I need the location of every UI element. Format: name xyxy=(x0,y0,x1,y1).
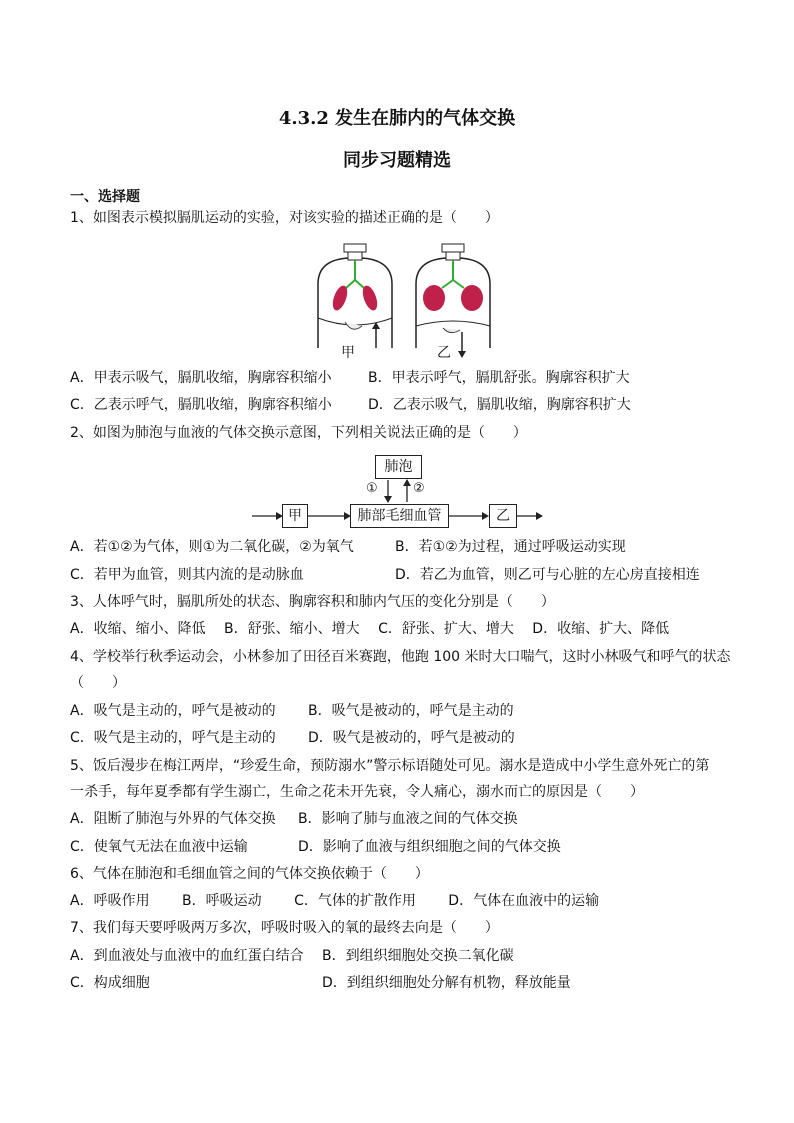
question-2-option-d: D．若乙为血管，则乙可与心脏的左心房直接相连 xyxy=(395,567,700,583)
question-3-options: A．收缩、缩小、降低 B．舒张、缩小、增大 C．舒张、扩大、增大 D．收缩、扩大、降低 xyxy=(70,621,670,637)
figure-label-yi: 乙 xyxy=(437,345,451,361)
question-3-stem: 3、人体呼气时，膈肌所处的状态、胸廓容积和肺内气压的变化分别是（ ） xyxy=(70,594,555,610)
question-7-stem: 7、我们每天要呼吸两万多次，呼吸时吸入的氧的最终去向是（ ） xyxy=(70,920,499,936)
alveolus-box: 肺泡 xyxy=(375,455,422,479)
page-subtitle: 同步习题精选 xyxy=(343,150,451,171)
question-4-option-a: A．吸气是主动的，呼气是被动的 xyxy=(70,703,276,719)
question-2-stem: 2、如图为肺泡与血液的气体交换示意图，下列相关说法正确的是（ ） xyxy=(70,425,527,441)
section-heading: 一、选择题 xyxy=(70,189,140,205)
question-4-stem: 4、学校举行秋季运动会，小林参加了田径百米赛跑，他跑 100 米时大口喘气，这时小林吸气和呼气的状态 xyxy=(70,649,731,665)
question-5-option-b: B．影响了肺与血液之间的气体交换 xyxy=(298,811,518,827)
jar-jia-illustration xyxy=(318,244,392,348)
arrow-2-label: ② xyxy=(413,481,425,496)
question-1-stem: 1、如图表示模拟膈肌运动的实验，对该实验的描述正确的是（ ） xyxy=(70,210,499,226)
vessel-jia-box: 甲 xyxy=(282,504,308,528)
question-7-option-d: D．到组织细胞处分解有机物，释放能量 xyxy=(322,975,571,991)
question-6-options: A．呼吸作用 B．呼吸运动 C．气体的扩散作用 D．气体在血液中的运输 xyxy=(70,893,600,909)
question-1-option-a: A．甲表示吸气，膈肌收缩，胸廓容积缩小 xyxy=(70,370,332,386)
question-2-option-c: C．若甲为血管，则其内流的是动脉血 xyxy=(70,567,304,583)
question-5-option-a: A．阻断了肺泡与外界的气体交换 xyxy=(70,811,276,827)
question-5-option-c: C．使氧气无法在血液中运输 xyxy=(70,839,248,855)
question-1-option-c: C．乙表示呼气，膈肌收缩，胸廓容积缩小 xyxy=(70,397,332,413)
arrow-1-label: ① xyxy=(366,481,378,496)
question-5-stem-cont: 一杀手，每年夏季都有学生溺亡，生命之花未开先衰，令人痛心，溺水而亡的原因是（ ） xyxy=(70,784,644,800)
question-4-option-b: B．吸气是被动的，呼气是主动的 xyxy=(308,703,514,719)
question-6-stem: 6、气体在肺泡和毛细血管之间的气体交换依赖于（ ） xyxy=(70,866,429,882)
question-2-option-a: A．若①②为气体，则①为二氧化碳，②为氧气 xyxy=(70,539,354,555)
figure-label-jia: 甲 xyxy=(341,345,355,361)
jar-yi-illustration xyxy=(416,244,490,358)
question-7-option-b: B．到组织细胞处交换二氧化碳 xyxy=(322,948,514,964)
question-7-option-c: C．构成细胞 xyxy=(70,975,150,991)
vessel-yi-box: 乙 xyxy=(489,504,517,528)
question-1-option-d: D．乙表示吸气，膈肌收缩，胸廓容积扩大 xyxy=(368,397,631,413)
question-7-option-a: A．到血液处与血液中的血红蛋白结合 xyxy=(70,948,304,964)
question-5-stem: 5、饭后漫步在梅江两岸，“珍爱生命，预防溺水”警示标语随处可见。溺水是造成中小学生意外死亡的第 xyxy=(70,758,710,774)
question-4-option-d: D．吸气是被动的，呼气是被动的 xyxy=(308,730,515,746)
question-4-stem-cont: （ ） xyxy=(70,675,126,691)
question-4-option-c: C．吸气是主动的，呼气是主动的 xyxy=(70,730,276,746)
question-5-option-d: D．影响了血液与组织细胞之间的气体交换 xyxy=(298,839,561,855)
capillary-box: 肺部毛细血管 xyxy=(350,504,449,528)
question-2-option-b: B．若①②为过程，通过呼吸运动实现 xyxy=(395,539,626,555)
page-title: 4.3.2 发生在肺内的气体交换 xyxy=(278,108,516,129)
question-1-option-b: B．甲表示呼气，膈肌舒张。胸廓容积扩大 xyxy=(368,370,630,386)
diaphragm-model-figure xyxy=(300,236,500,366)
